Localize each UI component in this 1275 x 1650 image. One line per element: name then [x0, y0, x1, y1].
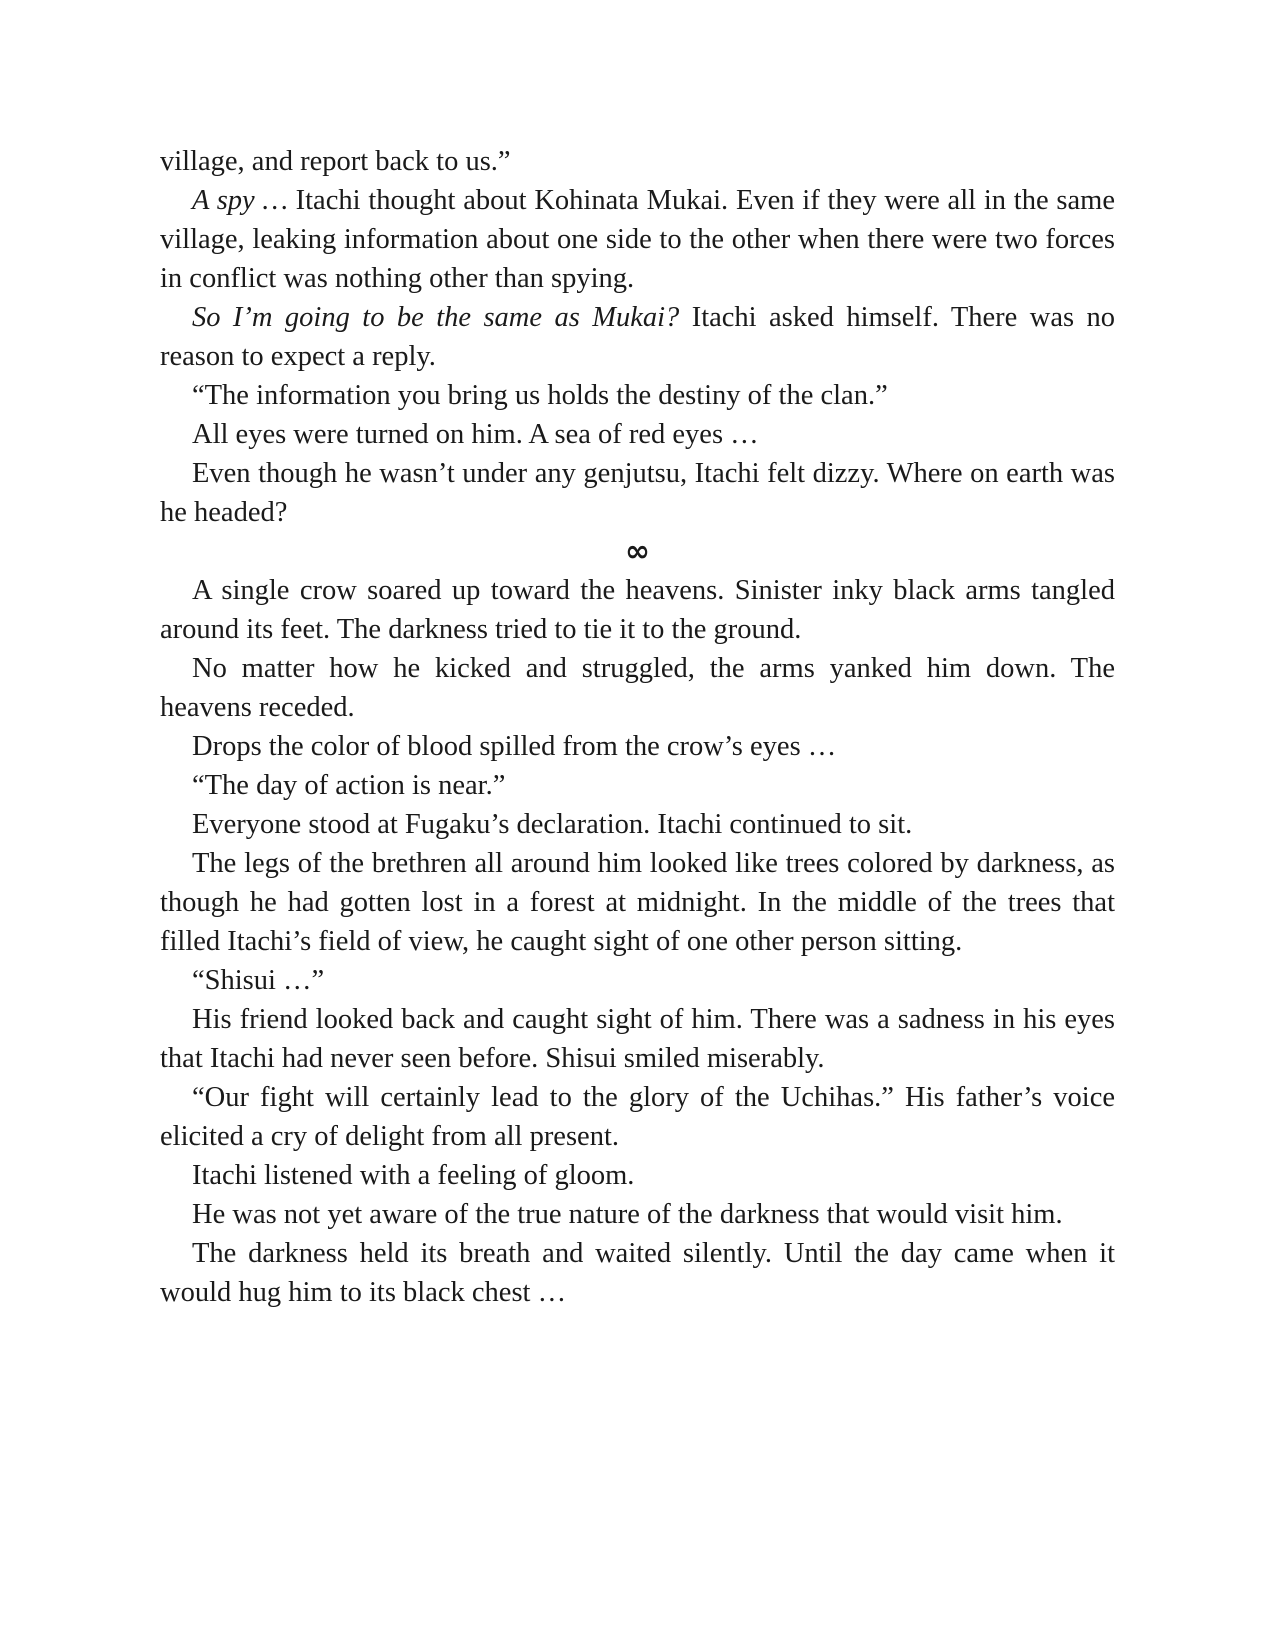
paragraph-text: Itachi listened with a feeling of gloom.: [192, 1160, 635, 1191]
paragraph-text: A single crow soared up toward the heavens. Sinister inky black arms tangled around its feet. The darkness tried to tie it to the ground.: [160, 575, 1115, 645]
paragraph-text: His friend looked back and caught sight of him. There was a sadness in his eyes that Itachi had never seen before. Shisui smiled miserably.: [160, 1004, 1115, 1074]
paragraph: [160, 1000, 1115, 1078]
paragraph: [160, 181, 1115, 298]
infinity-icon: ∞: [625, 534, 650, 569]
paragraph: [160, 298, 1115, 376]
paragraph-text: “The information you bring us holds the destiny of the clan.”: [192, 380, 888, 411]
paragraph-text: Everyone stood at Fugaku’s declaration. Itachi continued to sit.: [192, 809, 913, 840]
paragraph-text: “Shisui …”: [192, 965, 325, 996]
paragraph: [160, 1234, 1115, 1312]
paragraph-text: Drops the color of blood spilled from the crow’s eyes …: [192, 731, 837, 762]
paragraph: [160, 649, 1115, 727]
paragraph-text: village, and report back to us.”: [160, 146, 511, 177]
paragraph-text: The legs of the brethren all around him looked like trees colored by darkness, as though he had gotten lost in a forest at midnight. In the middle of the trees that filled Itachi’s field of view, he caught sight of one other person sitting.: [160, 848, 1115, 957]
paragraph-text: Itachi asked himself. There was no reason to expect a reply.: [160, 302, 1115, 372]
paragraph-text: All eyes were turned on him. A sea of red eyes …: [192, 419, 759, 450]
paragraph-text: Itachi thought about Kohinata Mukai. Even if they were all in the same village, leaking information about one side to the other when there were two forces in conflict was nothing other than spying.: [160, 185, 1115, 294]
section-after-break: [160, 571, 1115, 1312]
paragraph-text: No matter how he kicked and struggled, the arms yanked him down. The heavens receded.: [160, 653, 1115, 723]
section-before-break: [160, 142, 1115, 532]
paragraph: [160, 1195, 1115, 1234]
paragraph: [160, 727, 1115, 766]
paragraph: [160, 376, 1115, 415]
paragraph: [160, 805, 1115, 844]
paragraph-text: He was not yet aware of the true nature of the darkness that would visit him.: [192, 1199, 1063, 1230]
paragraph: [160, 844, 1115, 961]
paragraph: [160, 142, 1115, 181]
paragraph: [160, 961, 1115, 1000]
paragraph-text: “The day of action is near.”: [192, 770, 506, 801]
paragraph-text: The darkness held its breath and waited silently. Until the day came when it would hug him to its black chest …: [160, 1238, 1115, 1308]
italic-text: So I’m going to be the same as Mukai?: [192, 302, 680, 333]
paragraph: [160, 1156, 1115, 1195]
page-body: [160, 142, 1115, 1312]
italic-text: A spy …: [192, 185, 288, 216]
paragraph: [160, 1078, 1115, 1156]
paragraph-text: “Our fight will certainly lead to the glory of the Uchihas.” His father’s voice elicited a cry of delight from all present.: [160, 1082, 1115, 1152]
paragraph: [160, 415, 1115, 454]
paragraph: [160, 766, 1115, 805]
section-separator: [160, 532, 1115, 571]
paragraph: [160, 454, 1115, 532]
paragraph-text: Even though he wasn’t under any genjutsu, Itachi felt dizzy. Where on earth was he headed?: [160, 458, 1115, 528]
paragraph: [160, 571, 1115, 649]
